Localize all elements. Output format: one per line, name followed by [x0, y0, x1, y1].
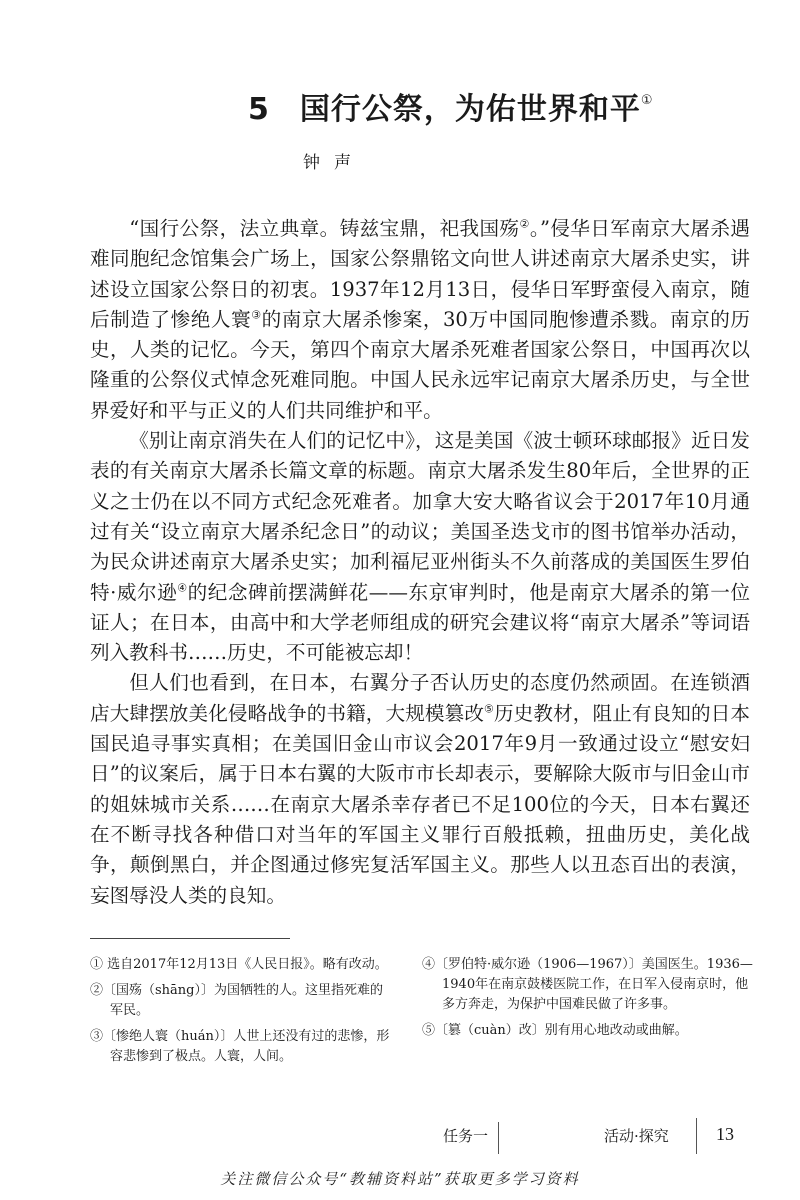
article-title [248, 84, 654, 128]
body-paragraph [90, 668, 750, 910]
footnote-item: ④〔罗伯特·威尔逊（1906—1967）〕美国医生。1936—1940年在南京鼓楼医院工作，在日军入侵南京时，他多方奔走，为保护中国难民做了许多事。 [422, 957, 753, 1012]
paragraph-text: “国行公祭，法立典章。铸兹宝鼎，祀我国殇 [129, 217, 520, 240]
page-number: 13 [716, 1124, 734, 1144]
paragraph-text: 历史教材，阻止有良知的日本国民追寻事实真相；在美国旧金山市议会2017年9月一致通过设立“慰安妇日”的议案后，属于日本右翼的大阪市市长却表示，要解除大阪市与旧金山市的姐妹城市关系……在南京大屠杀幸存者已不足100位的今天，日本右翼还在不断寻找各种借口对当年的军国主义罪行百般抵赖，扭曲历史，美化战争，颠倒黑白，并企图通过修宪复活军国主义。那些人以丑态百出的表演，妄图辱没人类的良知。 [90, 701, 750, 907]
footnote-item: ⑤〔篡（cuàn）改〕别有用心地改动或曲解。 [422, 1023, 688, 1038]
footnote-item: ③〔惨绝人寰（huán）〕人世上还没有过的悲惨，形容悲惨到了极点。人寰，人间。 [90, 1029, 390, 1064]
footer-task-label: 任务一 [443, 1127, 489, 1145]
paragraph-text: 的南京大屠杀惨案，30万中国同胞惨遭杀戮。南京的历史，人类的记忆。今天，第四个南京大屠杀死难者国家公祭日，中国再次以隆重的公祭仪式悼念死难同胞。中国人民永远牢记南京大屠杀历史，与全世界爱好和平与正义的人们共同维护和平。 [90, 307, 750, 422]
paragraph-text: 但人们也看到，在日本，右翼分子否认历史的态度仍然顽固。在连锁酒店大肆摆放美化侵略战争的书籍，大规模篡改 [90, 671, 750, 725]
author-name: 钟声 [303, 153, 365, 173]
lesson-number: 5 [248, 92, 270, 127]
body-paragraph [90, 426, 750, 668]
footnote-marker: ② [519, 217, 530, 231]
footnote-divider [90, 938, 290, 939]
body-paragraph [90, 214, 750, 426]
footer-divider [498, 1122, 499, 1154]
article-body [90, 214, 750, 911]
title-footnote-marker: ① [640, 93, 654, 108]
watermark-text: 关注微信公众号“教辅资料站”获取更多学习资料 [220, 1170, 580, 1188]
footnotes-left-column [90, 955, 390, 1073]
footer-activity-label: 活动·探究 [604, 1127, 669, 1145]
footnote-item: ① 选自2017年12月13日《人民日报》。略有改动。 [90, 957, 388, 972]
paragraph-text: 的纪念碑前摆满鲜花——东京审判时，他是南京大屠杀的第一位证人；在日本，由高中和大学老师组成的研究会建议将“南京大屠杀”等词语列入教科书……历史，不可能被忘却！ [90, 580, 750, 665]
footer-divider [696, 1118, 697, 1154]
footnote-marker: ⑤ [484, 702, 494, 716]
footnotes-right-column [422, 955, 757, 1047]
footnote-marker: ④ [177, 581, 188, 595]
paragraph-text: 《别让南京消失在人们的记忆中》，这是美国《波士顿环球邮报》近日发表的有关南京大屠杀长篇文章的标题。南京大屠杀发生80年后，全世界的正义之士仍在以不同方式纪念死难者。加拿大安大略省议会于2017年10月通过有关“设立南京大屠杀纪念日”的动议；美国圣迭戈市的图书馆举办活动，为民众讲述南京大屠杀史实；加利福尼亚州街头不久前落成的美国医生罗伯特·威尔逊 [90, 429, 750, 604]
footnote-marker: ③ [251, 308, 262, 322]
title-text: 国行公祭，为佑世界和平 [299, 92, 641, 127]
paragraph-text: 。”侵华日军南京大屠杀遇难同胞纪念馆集会广场上，国家公祭鼎铭文向世人讲述南京大屠杀史实，讲述设立国家公祭日的初衷。1937年12月13日，侵华日军野蛮侵入南京，随后制造了惨绝人寰 [90, 217, 750, 331]
footnote-item: ②〔国殇（shāng）〕为国牺牲的人。这里指死难的军民。 [90, 983, 383, 1018]
